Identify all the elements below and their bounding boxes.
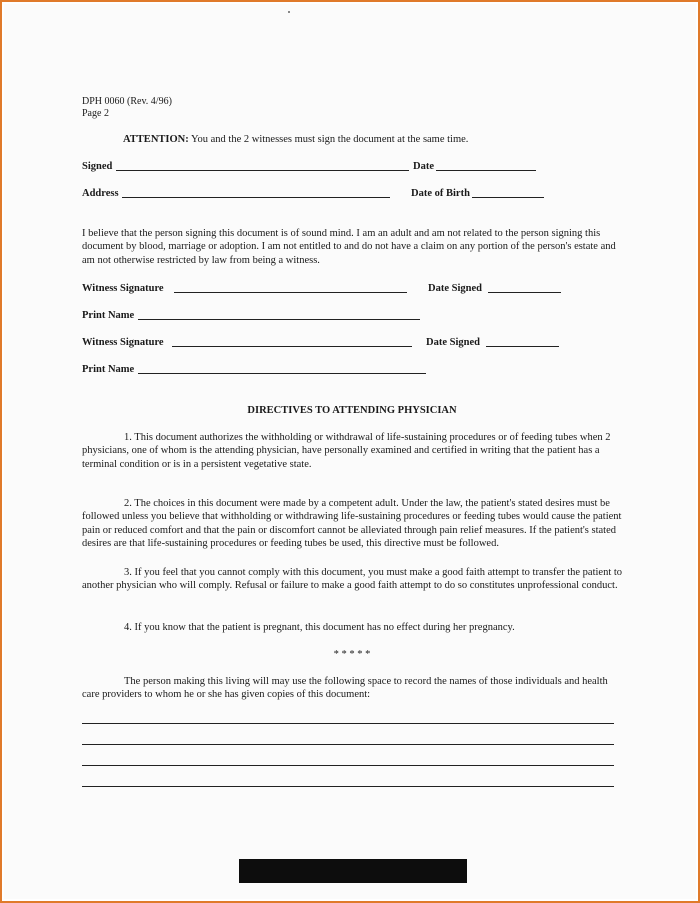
print-name-label-2: Print Name <box>82 364 135 375</box>
attention-text: You and the 2 witnesses must sign the document at the same time. <box>190 134 469 145</box>
copies-recipient-line[interactable] <box>82 765 614 766</box>
page-number: Page 2 <box>82 108 109 119</box>
section-separator: * * * * * <box>333 649 371 660</box>
copies-recipient-line[interactable] <box>82 744 614 745</box>
dob-label: Date of Birth <box>411 188 470 199</box>
print-name-line-2[interactable] <box>138 373 426 374</box>
form-id: DPH 0060 (Rev. 4/96) <box>82 96 172 107</box>
attention-line <box>123 133 468 146</box>
attention-label: ATTENTION: <box>123 134 189 145</box>
directive-item-4: 4. If you know that the patient is pregnant, this document has no effect during her pregnancy. <box>124 622 515 633</box>
redaction-bar <box>239 859 467 883</box>
directive-item-1: 1. This document authorizes the withholding or withdrawal of life-sustaining procedures or of feeding tubes when 2 physicians, one of whom is the attending physician, have personally examined and certified in writing that the patient has a terminal condition or is in a persistent vegetative state. <box>82 432 611 470</box>
witness-signature-label-2: Witness Signature <box>82 337 164 348</box>
copies-recipient-line[interactable] <box>82 723 614 724</box>
print-name-line-1[interactable] <box>138 319 420 320</box>
date-signed-line-1[interactable] <box>488 292 561 293</box>
signed-label: Signed <box>82 161 113 172</box>
address-line[interactable] <box>122 197 390 198</box>
directives-title: DIRECTIVES TO ATTENDING PHYSICIAN <box>247 405 457 416</box>
address-label: Address <box>82 188 119 199</box>
witness-signature-line-1[interactable] <box>174 292 407 293</box>
dob-line[interactable] <box>472 197 544 198</box>
directive-item-2: 2. The choices in this document were made by a competent adult. Under the law, the patient's stated desires must be followed unless you believe that withholding or withdrawing life-sustaining procedures or feeding tubes would cause the patient pain or reduced comfort and that the pain or discomfort cannot be alleviated through pain relief measures. If the patient's stated desires are that life-sustaining procedures or feeding tubes be used, this directive must be followed. <box>82 498 622 550</box>
signed-line[interactable] <box>116 170 409 171</box>
document-page <box>4 4 696 899</box>
witness-signature-line-2[interactable] <box>172 346 412 347</box>
copies-recipient-line[interactable] <box>82 786 614 787</box>
date-signed-label-1: Date Signed <box>428 283 482 294</box>
date-signed-label-2: Date Signed <box>426 337 480 348</box>
date-signed-line-2[interactable] <box>486 346 559 347</box>
directive-item-3: 3. If you feel that you cannot comply with this document, you must make a good faith attempt to transfer the patient to another physician who will comply. Refusal or failure to make a good faith attempt to do so constitutes unprofessional conduct. <box>82 567 623 592</box>
date-line[interactable] <box>436 170 536 171</box>
date-label: Date <box>413 161 434 172</box>
scan-speck <box>288 11 290 13</box>
witness-signature-label-1: Witness Signature <box>82 283 164 294</box>
print-name-label-1: Print Name <box>82 310 135 321</box>
witness-statement: I believe that the person signing this document is of sound mind. I am an adult and am not related to the person signing this document by blood, marriage or adoption. I am not entitled to and do not have a claim on any portion of the person's estate and am not otherwise restricted by law from being a witness. <box>82 228 616 266</box>
copies-note: The person making this living will may use the following space to record the names of those individuals and health care providers to whom he or she has given copies of this document: <box>82 676 608 701</box>
